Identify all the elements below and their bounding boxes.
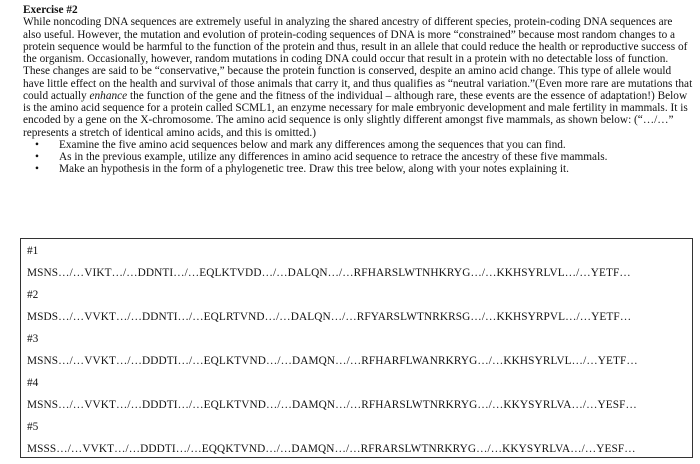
sequence-text: MSSS…/…VVKT…/…DDDTI…/…EQQKTVND…/…DAMQN…/…RFRARSLWTNRKRYG…/…KKYSYRLVA…/…YESF…	[27, 443, 636, 455]
exercise-title: Exercise #2	[23, 4, 78, 16]
paragraph-emphasis: enhance	[89, 89, 128, 102]
paragraph-part-3: (“…/…” represents a stretch of identical amino acids, and this is omitted.)	[23, 114, 674, 139]
instruction-text: As in the previous example, utilize any differences in amino acid sequence to retrace the ancestry of these five mammals.	[59, 151, 608, 163]
sequence-text: MSNS…/…VIKT…/…DDNTI…/…EQLKTVDD…/…DALQN…/…RFHARSLWTNHKRYG…/…KKHSYRLVL…/…YETF…	[27, 267, 631, 279]
instruction-item	[23, 139, 693, 151]
bullet-icon: •	[35, 138, 39, 151]
instruction-item	[23, 151, 693, 163]
sequence-text: MSDS…/…VVKT…/…DDNTI…/…EQLRTVND…/…DALQN…/…RFYARSLWTNRKRSG…/…KKHSYRPVL…/…YETF…	[27, 311, 632, 323]
sequence-text: MSNS…/…VVKT…/…DDDTI…/…EQLKTVND…/…DAMQN…/…RFHARFLWANRKRYG…/…KKHSYRLVL…/…YETF…	[27, 355, 638, 367]
sequence-label: #1	[27, 245, 39, 257]
instruction-text: Examine the five amino acid sequences below and mark any differences among the sequences that you can find.	[59, 138, 566, 151]
sequence-label: #2	[27, 289, 39, 301]
sequence-text: MSNS…/…VVKT…/…DDDTI…/…EQLKTVND…/…DAMQN…/…RFHARSLWTNRKRYG…/…KKYSYRLVA…/…YESF…	[27, 399, 637, 411]
sequence-label: #3	[27, 333, 39, 345]
paragraph-part-1: While noncoding DNA sequences are extremely useful in analyzing the shared ancestry of different species, protein-coding DNA sequences are also useful. However, the mutation and evolution of protein-coding sequences of DNA is more “constrained” because most random changes to a protein sequence would be harmful to the function of the protein and thus, result in an allele that could reduce the health or reproductive success of the organism. Occasionally, however, random mutations in coding DNA could occur that result in a protein with no detectable loss of function. These changes are said to be “conservative,” because the protein function is conserved, despite an amino acid change. This type of allele would have little effect on the health and survival of those animals that carry it, and thus qualifies as “neutral variation.”(Even more rare are mutations that could actually	[23, 16, 693, 102]
instruction-text: Make an hypothesis in the form of a phylogenetic tree. Draw this tree below, along with your notes explaining it.	[59, 163, 570, 176]
instruction-list	[23, 139, 693, 176]
paragraph-part-2: the function of the gene and the fitness of the individual – although rare, these events are the essence of adaptation!) Below is the amino acid sequence for a protein called SCML1, an enzyme necessary for male embryonic development and male fertility in mammals. It is encoded by a gene on the X-chromosome. The amino acid sequence is only slightly different amongst five mammals, as shown below:	[23, 89, 688, 127]
bullet-icon: •	[35, 163, 39, 176]
sequence-label: #4	[27, 377, 39, 389]
exercise-paragraph	[23, 16, 693, 139]
exercise-document	[23, 4, 693, 176]
instruction-item	[23, 163, 693, 175]
sequence-label: #5	[27, 421, 39, 433]
sequence-table	[20, 238, 693, 458]
bullet-icon: •	[35, 151, 39, 163]
